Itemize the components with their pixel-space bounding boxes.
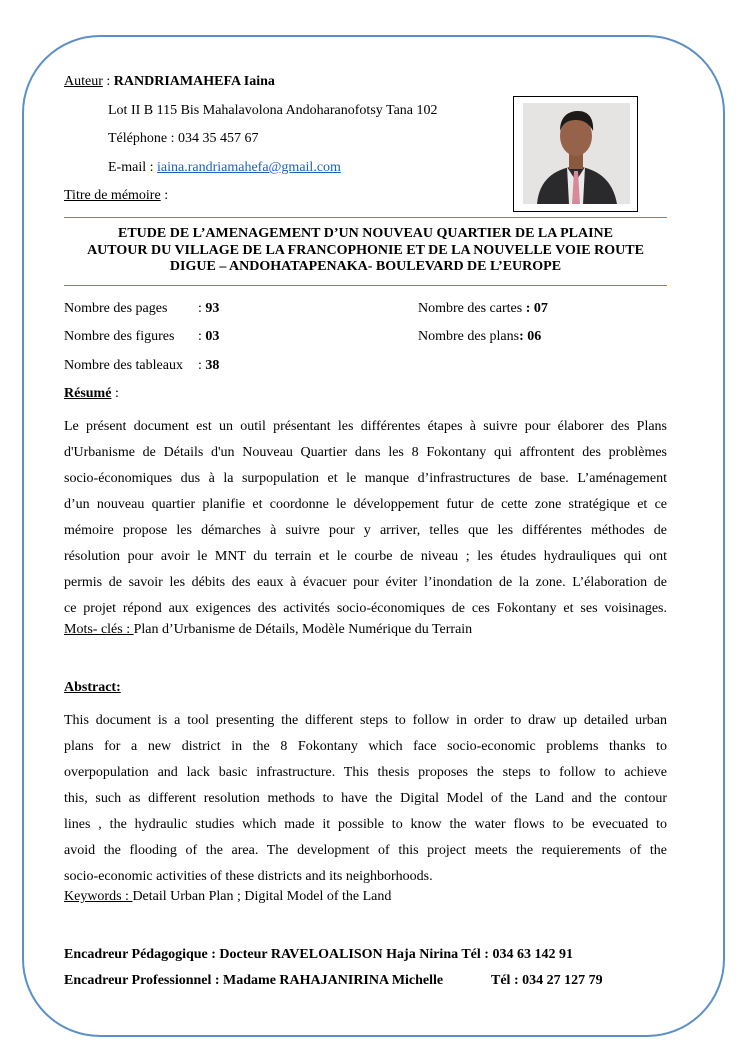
abstract-line: This document is a tool presenting the different steps to follow in order to draw up detailed urban	[64, 713, 667, 728]
author-phone: Téléphone : 034 35 457 67	[108, 131, 259, 146]
author-label: Auteur	[64, 74, 103, 89]
thesis-label-line	[64, 188, 168, 204]
resume-line: d'Urbanisme de Détails d'un Nouveau Quartier dans les 8 Fokontany qui affrontent des problèmes	[64, 445, 667, 460]
author-photo-frame	[513, 96, 638, 212]
title-rule-bottom	[64, 285, 667, 286]
stat-maps: Nombre des cartes : 07	[418, 301, 548, 316]
email-label: E-mail :	[108, 160, 157, 175]
thesis-title	[64, 226, 667, 276]
author-sep: :	[102, 74, 114, 89]
abstract-paragraph	[64, 708, 667, 890]
email-link[interactable]: iaina.randriamahefa@gmail.com	[157, 160, 341, 175]
stat-pages-label: Nombre des pages	[64, 301, 168, 316]
author-address: Lot II B 115 Bis Mahalavolona Andoharanofotsy Tana 102	[108, 103, 438, 118]
resume-line: ce projet répond aux exigences des activités socio-économiques de ces Fokontany et ses voisinages.	[64, 601, 667, 616]
stat-pages-value: : 93	[198, 301, 220, 316]
author-name: RANDRIAMAHEFA Iaina	[113, 74, 275, 89]
resume-line: socio-économiques dus à la surpopulation et le manque d’infrastructures de base. L’aménagement	[64, 471, 667, 486]
supervisor-pedagogic: Encadreur Pédagogique : Docteur RAVELOALISON Haja Nirina Tél : 034 63 142 91	[64, 947, 573, 962]
supervisor-professional-name: Encadreur Professionnel : Madame RAHAJANIRINA Michelle	[64, 973, 444, 988]
resume-sep: :	[111, 386, 119, 401]
thesis-title-line: DIGUE – ANDOHATAPENAKA- BOULEVARD DE L’EUROPE	[169, 259, 562, 274]
resume-line: Le présent document est un outil présentant les différentes étapes à suivre pour élaborer des Plans	[64, 419, 667, 434]
abstract-line: socio-economic activities of these districts and its neighborhoods.	[64, 869, 433, 884]
stat-plans: Nombre des plans: 06	[418, 329, 542, 344]
resume-line: résolution pour avoir le MNT du terrain et le courbe de niveau ; les études hydrauliques qui ont	[64, 549, 667, 564]
supervisor-professional-phone: Tél : 034 27 127 79	[491, 973, 603, 988]
thesis-sep: :	[160, 188, 169, 203]
author-line	[64, 74, 275, 90]
stat-tables-value: : 38	[198, 358, 220, 373]
thesis-label: Titre de mémoire	[64, 188, 161, 203]
resume-label: Résumé	[64, 386, 112, 401]
resume-paragraph	[64, 414, 667, 622]
thesis-title-line: ETUDE DE L’AMENAGEMENT D’UN NOUVEAU QUARTIER DE LA PLAINE	[117, 226, 613, 241]
resume-keywords: Mots- clés : Plan d’Urbanisme de Détails, Modèle Numérique du Terrain	[64, 622, 473, 637]
abstract-line: avoid the flooding of the area. The development of this project meets the requierements of the	[64, 843, 667, 858]
abstract-line: overpopulation and lack basic infrastructure. This thesis proposes the steps to follow to achieve	[64, 765, 667, 780]
abstract-heading: Abstract:	[64, 680, 121, 695]
abstract-keywords: Keywords : Detail Urban Plan ; Digital Model of the Land	[64, 889, 392, 904]
abstract-line: lines , the hydraulic studies which made it possible to know the water flows to be evecuated to	[64, 817, 667, 832]
abstract-line: plans for a new district in the 8 Fokontany which face socio-economic problems thanks to	[64, 739, 667, 754]
author-photo	[523, 103, 630, 204]
resume-heading	[64, 386, 119, 402]
resume-line: d’un nouveau quartier planifie et coordonne le développement futur de cette zone stratégique et ce	[64, 497, 667, 512]
resume-line: permis de savoir les débits des eaux à évacuer pour éviter l’inondation de la zone. L’élaboration de	[64, 575, 667, 590]
abstract-line: this, such as different resolution methods to have the Digital Model of the Land and the contour	[64, 791, 667, 806]
stat-figures-label: Nombre des figures	[64, 329, 175, 344]
resume-line: mémoire propose les démarches à suivre pour y arriver, telles que les différentes méthodes de	[64, 523, 667, 538]
thesis-title-line: AUTOUR DU VILLAGE DE LA FRANCOPHONIE ET DE LA NOUVELLE VOIE ROUTE	[87, 242, 644, 258]
stat-figures-value: : 03	[198, 329, 220, 344]
stat-tables-label: Nombre des tableaux	[64, 358, 183, 373]
author-email-line	[108, 160, 341, 176]
title-rule-top	[64, 217, 667, 218]
